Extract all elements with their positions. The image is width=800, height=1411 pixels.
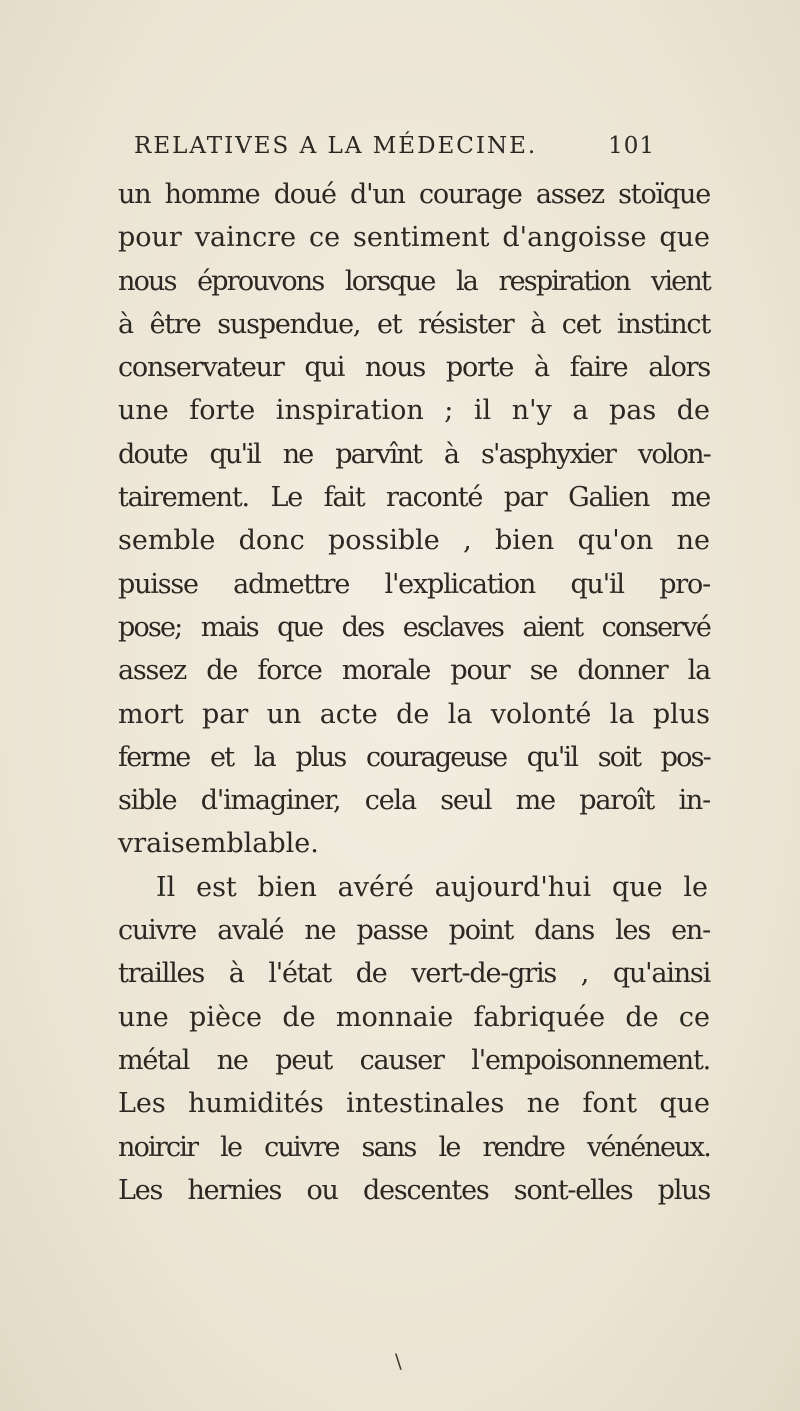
text-line: nous éprouvons lorsque la respiration vient: [118, 265, 710, 297]
text-line: trailles à l'état de vert-de-gris , qu'ainsi: [118, 958, 710, 990]
text-line: conservateur qui nous porte à faire alors: [118, 352, 710, 384]
running-head: RELATIVES A LA MÉDECINE.: [134, 133, 538, 159]
text-line: noircir le cuivre sans le rendre vénéneux.: [118, 1131, 710, 1163]
text-line: vraisemblable.: [118, 828, 319, 860]
page-number: 101: [608, 133, 655, 159]
text-line: doute qu'il ne parvînt à s'asphyxier volon-: [118, 438, 710, 470]
text-line: mort par un acte de la volonté la plus: [118, 698, 710, 730]
text-line: tairement. Le fait raconté par Galien me: [118, 482, 710, 514]
text-line: à être suspendue, et résister à cet instinct: [118, 308, 710, 340]
page-header: [110, 128, 655, 164]
text-line: Les hernies ou descentes sont-elles plus: [118, 1174, 710, 1206]
text-line: cuivre avalé ne passe point dans les en-: [118, 915, 710, 947]
text-line: une pièce de monnaie fabriquée de ce: [118, 1001, 710, 1033]
text-line: ferme et la plus courageuse qu'il soit pos-: [118, 741, 710, 773]
signature-mark: \: [395, 1349, 402, 1373]
text-line: assez de force morale pour se donner la: [118, 655, 710, 687]
text-line: puisse admettre l'explication qu'il pro-: [118, 568, 710, 600]
paragraph-first-line: Il est bien avéré aujourd'hui que le: [156, 871, 708, 903]
text-line: semble donc possible , bien qu'on ne: [118, 525, 710, 557]
text-line: métal ne peut causer l'empoisonnement.: [118, 1044, 710, 1076]
text-line: pose; mais que des esclaves aient conservé: [118, 611, 710, 643]
text-line: une forte inspiration ; il n'y a pas de: [118, 395, 710, 427]
body-text: [118, 173, 710, 1212]
text-line: un homme doué d'un courage assez stoïque: [118, 179, 710, 210]
text-line: Les humidités intestinales ne font que: [118, 1088, 710, 1120]
text-line: sible d'imaginer, cela seul me paroît in-: [118, 785, 710, 817]
text-line: pour vaincre ce sentiment d'angoisse que: [118, 222, 710, 254]
